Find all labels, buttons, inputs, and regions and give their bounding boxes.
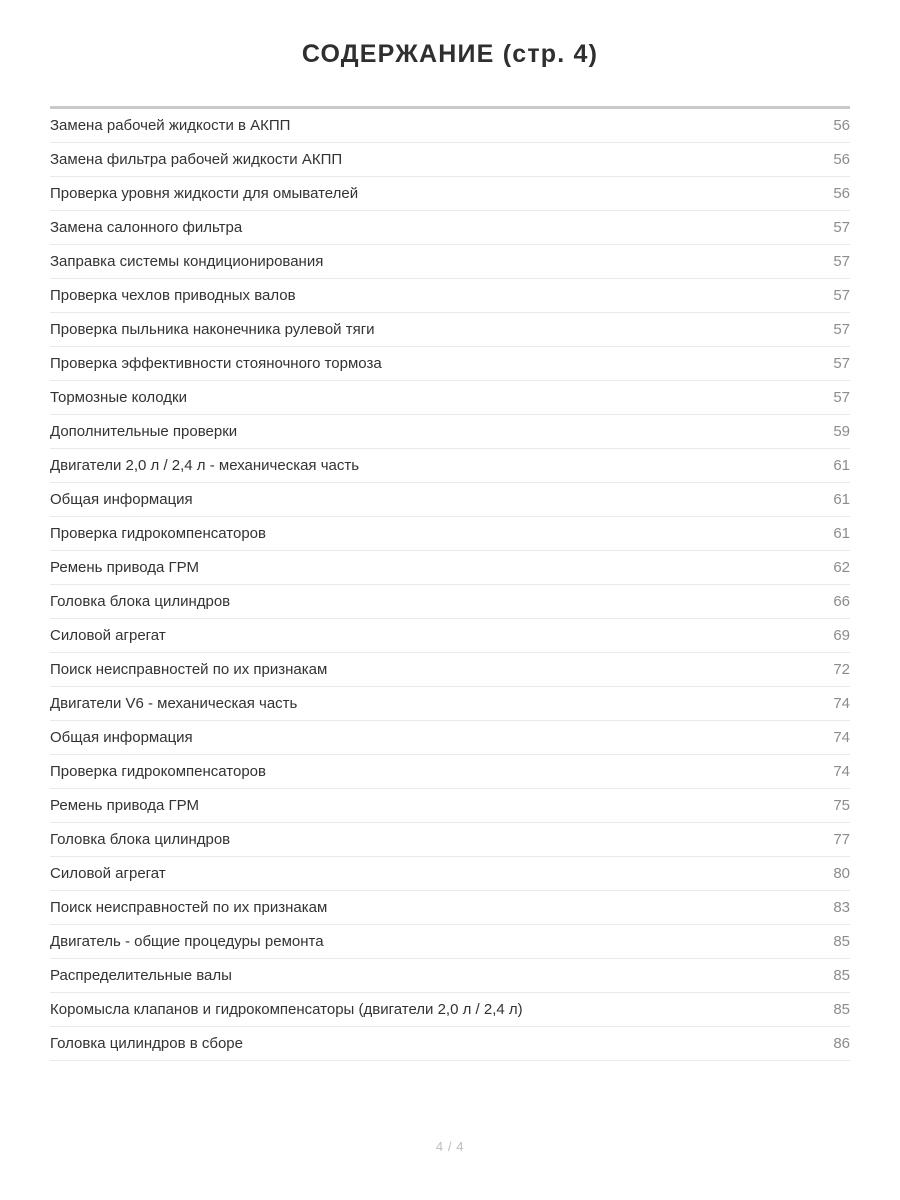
toc-entry[interactable] <box>50 755 850 789</box>
toc-entry-title: Ремень привода ГРМ <box>50 559 199 576</box>
toc-entry-title: Дополнительные проверки <box>50 423 238 440</box>
toc-entry[interactable] <box>50 823 850 857</box>
toc-entry-page-number: 59 <box>833 423 850 440</box>
toc-entry[interactable] <box>50 687 850 721</box>
toc-entry[interactable] <box>50 1027 850 1061</box>
toc-entry-page-number: 57 <box>833 355 850 372</box>
toc-entry-title: Ремень привода ГРМ <box>50 797 199 814</box>
toc-entry-page-number: 57 <box>833 287 850 304</box>
toc-entry[interactable] <box>50 449 850 483</box>
toc-entry-page-number: 85 <box>833 967 850 984</box>
toc-entry[interactable] <box>50 177 850 211</box>
toc-entry[interactable] <box>50 619 850 653</box>
toc-entry[interactable] <box>50 245 850 279</box>
toc-entry-title: Головка блока цилиндров <box>50 831 231 848</box>
toc-entry[interactable] <box>50 857 850 891</box>
toc-entry-title: Двигатель - общие процедуры ремонта <box>50 933 324 950</box>
toc-entry-page-number: 57 <box>833 321 850 338</box>
toc-entry[interactable] <box>50 993 850 1027</box>
toc-entry-page-number: 69 <box>833 627 850 644</box>
toc-entry-page-number: 61 <box>833 491 850 508</box>
toc-entry[interactable] <box>50 925 850 959</box>
toc-entry-page-number: 77 <box>833 831 850 848</box>
toc-entry-title: Проверка чехлов приводных валов <box>50 287 296 304</box>
toc-entry[interactable] <box>50 551 850 585</box>
toc-entry[interactable] <box>50 381 850 415</box>
toc-entry-page-number: 85 <box>833 933 850 950</box>
toc-entry-page-number: 75 <box>833 797 850 814</box>
page-footer: 4 / 4 <box>435 1139 465 1154</box>
toc-entry-page-number: 56 <box>833 185 850 202</box>
toc-entry-title: Проверка гидрокомпенсаторов <box>50 525 266 542</box>
toc-entry[interactable] <box>50 653 850 687</box>
toc-entry-title: Общая информация <box>50 729 193 746</box>
toc-entry-title: Замена салонного фильтра <box>50 219 243 236</box>
toc-entry-title: Проверка эффективности стояночного тормоза <box>50 355 382 372</box>
toc-entry-title: Двигатели 2,0 л / 2,4 л - механическая часть <box>50 457 360 474</box>
toc-entry-page-number: 57 <box>833 389 850 406</box>
toc-entry[interactable] <box>50 721 850 755</box>
toc-entry[interactable] <box>50 517 850 551</box>
toc-entry-page-number: 86 <box>833 1035 850 1052</box>
toc-entry-title: Проверка гидрокомпенсаторов <box>50 763 266 780</box>
toc-entry-title: Тормозные колодки <box>50 389 187 406</box>
toc-entry[interactable] <box>50 483 850 517</box>
toc-entry-title: Поиск неисправностей по их признакам <box>50 661 328 678</box>
toc-entry-page-number: 56 <box>833 151 850 168</box>
page-title: СОДЕРЖАНИЕ (стр. 4) <box>301 40 599 68</box>
toc-entry-title: Поиск неисправностей по их признакам <box>50 899 328 916</box>
toc-entry[interactable] <box>50 211 850 245</box>
toc-entry-page-number: 62 <box>833 559 850 576</box>
toc-entry-title: Двигатели V6 - механическая часть <box>50 695 298 712</box>
table-of-contents-list <box>50 109 850 1061</box>
toc-entry-page-number: 57 <box>833 253 850 270</box>
toc-entry-page-number: 74 <box>833 763 850 780</box>
toc-entry[interactable] <box>50 109 850 143</box>
toc-entry[interactable] <box>50 891 850 925</box>
toc-entry-page-number: 56 <box>833 117 850 134</box>
toc-entry[interactable] <box>50 279 850 313</box>
toc-entry[interactable] <box>50 415 850 449</box>
toc-entry-title: Силовой агрегат <box>50 627 166 644</box>
toc-entry[interactable] <box>50 789 850 823</box>
toc-entry-page-number: 72 <box>833 661 850 678</box>
toc-entry-title: Проверка пыльника наконечника рулевой тяги <box>50 321 375 338</box>
toc-entry[interactable] <box>50 347 850 381</box>
toc-entry-page-number: 80 <box>833 865 850 882</box>
toc-entry-page-number: 83 <box>833 899 850 916</box>
toc-entry-title: Распределительные валы <box>50 967 232 984</box>
toc-entry-page-number: 61 <box>833 525 850 542</box>
toc-entry-page-number: 74 <box>833 729 850 746</box>
toc-entry-title: Коромысла клапанов и гидрокомпенсаторы (двигатели 2,0 л / 2,4 л) <box>50 1001 523 1018</box>
toc-entry[interactable] <box>50 959 850 993</box>
toc-entry-title: Проверка уровня жидкости для омывателей <box>50 185 359 202</box>
toc-entry-title: Замена рабочей жидкости в АКПП <box>50 117 291 134</box>
toc-entry-page-number: 61 <box>833 457 850 474</box>
toc-entry-title: Замена фильтра рабочей жидкости АКПП <box>50 151 343 168</box>
toc-entry-title: Головка блока цилиндров <box>50 593 231 610</box>
toc-entry[interactable] <box>50 143 850 177</box>
toc-entry-page-number: 85 <box>833 1001 850 1018</box>
toc-entry-title: Заправка системы кондиционирования <box>50 253 324 270</box>
toc-entry-page-number: 57 <box>833 219 850 236</box>
toc-entry-title: Общая информация <box>50 491 193 508</box>
toc-entry[interactable] <box>50 313 850 347</box>
toc-entry-page-number: 74 <box>833 695 850 712</box>
toc-entry[interactable] <box>50 585 850 619</box>
toc-entry-page-number: 66 <box>833 593 850 610</box>
toc-entry-title: Головка цилиндров в сборе <box>50 1035 243 1052</box>
toc-entry-title: Силовой агрегат <box>50 865 166 882</box>
